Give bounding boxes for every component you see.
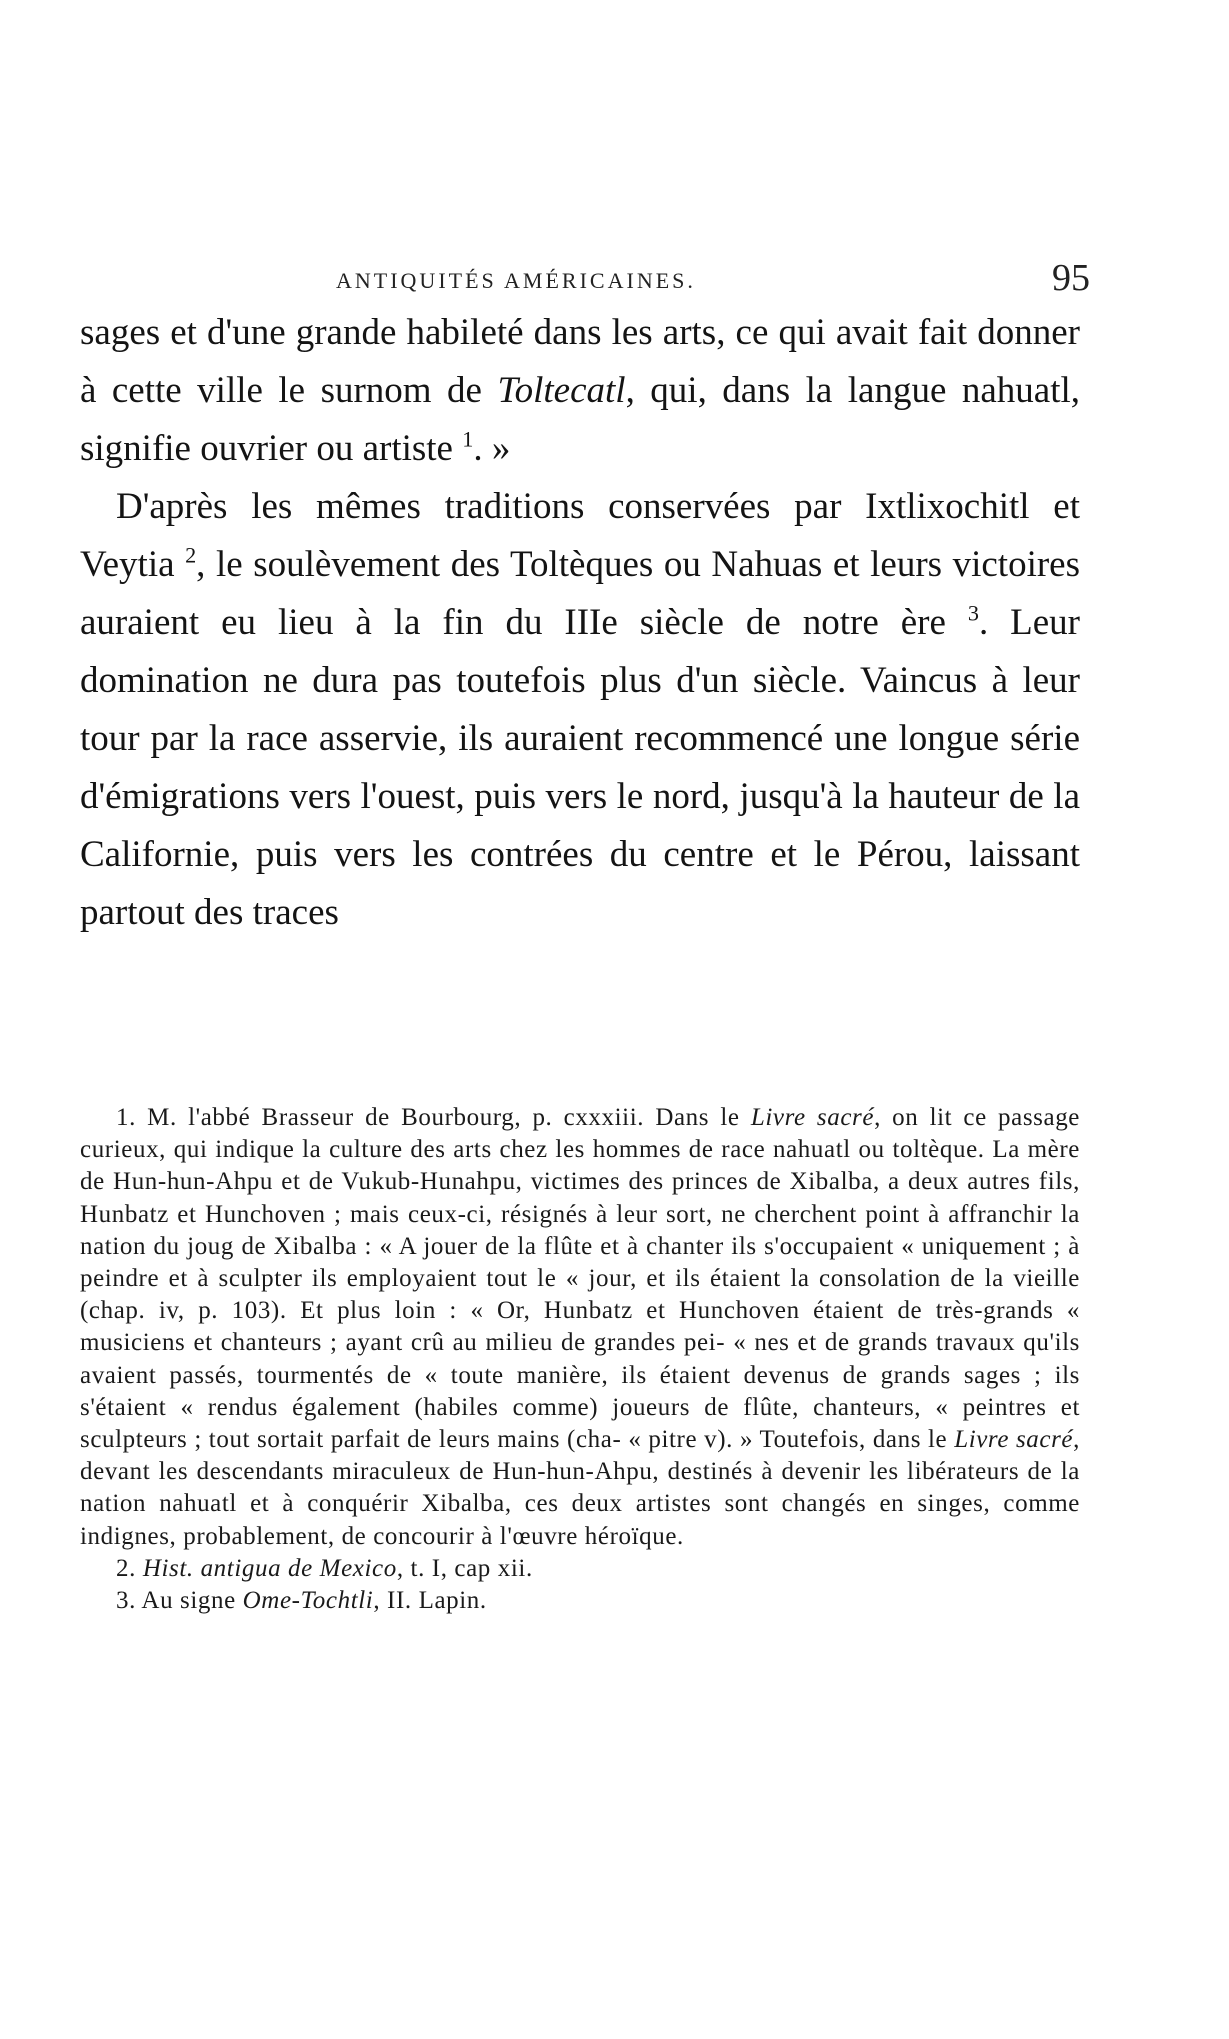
footnote-ref-2: 2 (185, 542, 197, 568)
toltecatl-term: Toltecatl (497, 370, 626, 411)
running-title: ANTIQUITÉS AMÉRICAINES. (336, 268, 696, 293)
footnotes (80, 1102, 1080, 1617)
footnote-1: 1. M. l'abbé Brasseur de Bourbourg, p. cxxxiii. Dans le Livre sacré, on lit ce passage curieux, qui indique la culture des arts chez les hommes de race nahuatl ou toltèque. La mère de Hun-hun-Ahpu et de Vukub-Hunahpu, victimes des princes de Xibalba, a deux autres fils, Hunbatz et Hunchoven ; mais ceux-ci, résignés à leur sort, ne cherchent point à affranchir la nation du joug de Xibalba : « A jouer de la flûte et à chanter ils s'occupaient « uniquement ; à peindre et à sculpter ils employaient tout le « jour, et ils étaient la consolation de la vieille (chap. iv, p. 103). Et plus loin : « Or, Hunbatz et Hunchoven étaient de très-grands « musiciens et chanteurs ; ayant crû au milieu de grandes pei- « nes et de grands travaux qu'ils avaient passés, tourmentés de « toute manière, ils étaient devenus de grands sages ; ils s'étaient « rendus également (habiles comme) joueurs de flûte, chanteurs, « peintres et sculpteurs ; tout sortait parfait de leurs mains (cha- « pitre v). » Toutefois, dans le Livre sacré, devant les descendants miraculeux de Hun-hun-Ahpu, destinés à devenir les libérateurs de la nation nahuatl et à conquérir Xibalba, ces deux artistes sont changés en singes, comme indignes, probablement, de concourir à l'œuvre héroïque. (80, 1104, 1081, 1550)
footnote-ref-3: 3 (967, 600, 979, 626)
footnote-3: 3. Au signe Ome-Tochtli, II. Lapin. (116, 1587, 487, 1615)
running-head (80, 256, 1090, 299)
paragraph-traditions: D'après les mêmes traditions conservées par Ixtlixochitl et Veytia $^2$, le soulèvement des Toltèques ou Nahuas et leurs victoires auraient eu lieu à la fin du IIIe siècle de notre ère $^3$. Leur domination ne dura pas toutefois plus d'un siècle. Vaincus à leur tour par la race asservie, ils auraient recommencé une longue série d'émigrations vers l'ouest, puis vers le nord, jusqu'à la hauteur de la Californie, puis vers les contrées du centre et le Pérou, laissant partout des traces (80, 486, 1080, 933)
page-number: 95 (1052, 257, 1090, 299)
livre-sacre-title: Livre sacré (750, 1104, 875, 1131)
paragraph-continued: sages et d'une grande habileté dans les arts, ce qui avait fait donner à cette ville le surnom de Toltecatl, qui, dans la langue nahuatl, signifie ouvrier ou artiste $^1$. » (80, 312, 1080, 469)
ome-tochtli-term: Ome-Tochtli (242, 1587, 374, 1615)
livre-sacre-title: Livre sacré (954, 1426, 1074, 1454)
century-numeral: IIIe (564, 602, 618, 643)
footnote-2: 2. Hist. antigua de Mexico, t. I, cap xii. (116, 1554, 533, 1582)
footnote-ref-1: 1 (462, 426, 474, 452)
hist-antigua-title: Hist. antigua de Mexico (142, 1554, 397, 1582)
main-text (80, 304, 1080, 942)
